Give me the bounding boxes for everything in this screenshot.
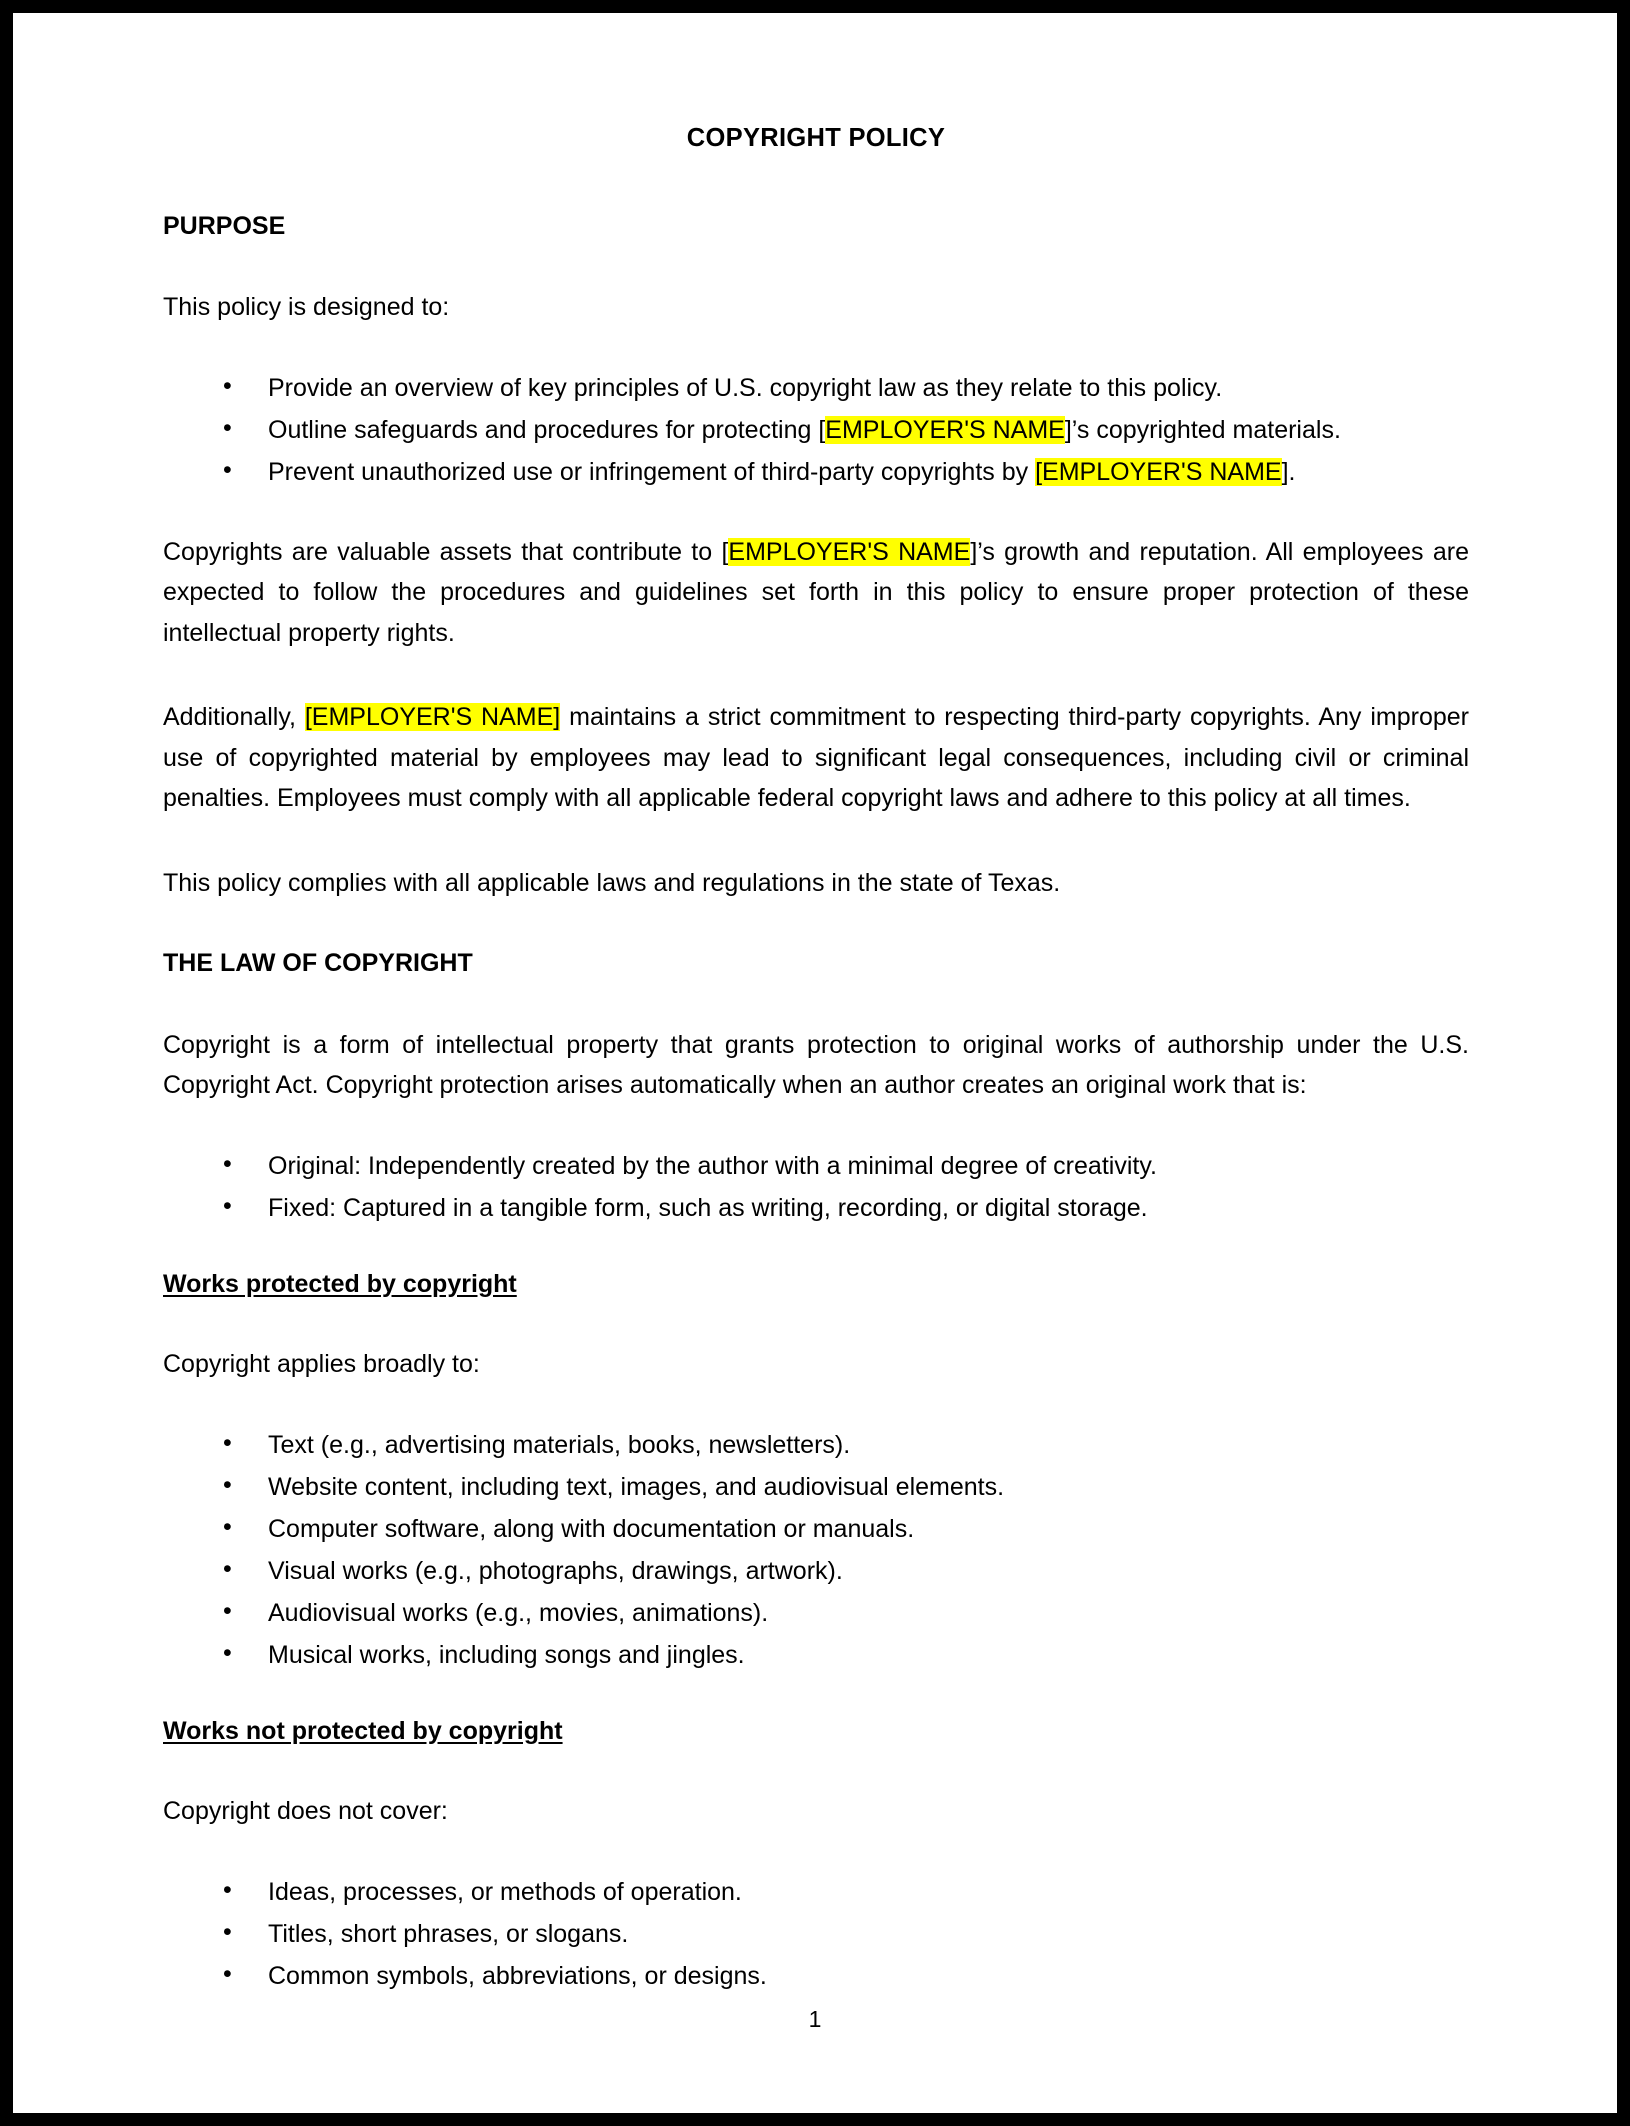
list-item: [163, 1639, 1469, 1671]
list-item: [163, 414, 1469, 446]
bullet-text-pre: Provide an overview of key principles of U.S. copyright law as they relate to this policy.: [268, 373, 1223, 402]
list-item: [163, 1513, 1469, 1545]
list-item: [163, 1918, 1469, 1950]
list-item: [163, 1150, 1469, 1182]
list-item: [163, 1471, 1469, 1503]
employer-name-placeholder: EMPLOYER'S NAME: [825, 415, 1065, 444]
list-item: [163, 1555, 1469, 1587]
bullet-text-post: ].: [1281, 457, 1296, 486]
purpose-bullet-list: [163, 372, 1469, 488]
purpose-paragraph-1: [163, 532, 1469, 654]
purpose-intro-text: This policy is designed to:: [163, 293, 450, 322]
bullet-text: Musical works, including songs and jingles.: [268, 1640, 745, 1669]
works-not-protected-bullet-list: [163, 1876, 1469, 1992]
paragraph-text-post: ]’s growth and reputation. All employees are expected to follow the procedures and guidelines set forth in this policy to ensure proper protection of these intellectual property rights.: [163, 537, 1469, 647]
bullet-text: Audiovisual works (e.g., movies, animations).: [268, 1598, 769, 1627]
list-item: [163, 1876, 1469, 1908]
list-item: [163, 1429, 1469, 1461]
bullet-text-pre: Prevent unauthorized use or infringement of third-party copyrights by: [268, 457, 1036, 486]
bullet-text: Titles, short phrases, or slogans.: [268, 1919, 629, 1948]
employer-name-placeholder: [EMPLOYER'S NAME]: [304, 703, 561, 732]
paragraph-text-post: maintains a strict commitment to respecting third-party copyrights. Any improper use of copyrighted material by employees may lead to significant legal consequences, including civil or criminal penalties. Employees must comply with all applicable federal copyright laws and adhere to this policy at all times.: [163, 703, 1469, 813]
section-heading-law-of-copyright: THE LAW OF COPYRIGHT: [163, 949, 473, 978]
purpose-paragraph-3: This policy complies with all applicable laws and regulations in the state of Texas.: [163, 868, 1061, 897]
bullet-text: Text (e.g., advertising materials, books, newsletters).: [268, 1430, 851, 1459]
page-title: COPYRIGHT POLICY: [686, 124, 946, 152]
bullet-text: Common symbols, abbreviations, or designs.: [268, 1961, 767, 1990]
works-protected-intro: Copyright applies broadly to:: [163, 1350, 480, 1379]
bullet-text: Computer software, along with documentation or manuals.: [268, 1514, 915, 1543]
law-of-copyright-bullet-list: [163, 1150, 1469, 1224]
sub-heading-works-not-protected: Works not protected by copyright: [163, 1716, 563, 1745]
bullet-text-pre: Outline safeguards and procedures for protecting [: [268, 415, 826, 444]
bullet-text: Website content, including text, images, and audiovisual elements.: [268, 1472, 1005, 1501]
section-heading-purpose: PURPOSE: [163, 211, 286, 240]
list-item: [163, 1192, 1469, 1224]
list-item: [163, 1960, 1469, 1992]
page-sheet: [13, 13, 1617, 2113]
list-item: [163, 456, 1469, 488]
bullet-text-post: ]’s copyrighted materials.: [1064, 415, 1341, 444]
bullet-text: Original: Independently created by the author with a minimal degree of creativity.: [268, 1151, 1157, 1180]
page-number: 1: [808, 2006, 822, 2032]
bullet-text: Visual works (e.g., photographs, drawings, artwork).: [268, 1556, 843, 1585]
employer-name-placeholder: [EMPLOYER'S NAME: [1035, 457, 1282, 486]
works-protected-bullet-list: [163, 1429, 1469, 1671]
list-item: [163, 1597, 1469, 1629]
bullet-text: Ideas, processes, or methods of operation.: [268, 1877, 742, 1906]
employer-name-placeholder: EMPLOYER'S NAME: [728, 537, 971, 566]
list-item: [163, 372, 1469, 404]
law-of-copyright-paragraph-1: Copyright is a form of intellectual property that grants protection to original works of authorship under the U.S. Copyright Act. Copyright protection arises automatically when an author creates an original work that is:: [163, 1030, 1469, 1100]
paragraph-text-pre: Additionally,: [163, 703, 305, 732]
works-not-protected-intro: Copyright does not cover:: [163, 1797, 448, 1826]
purpose-paragraph-2: [163, 697, 1469, 819]
paragraph-text-pre: Copyrights are valuable assets that contribute to [: [163, 537, 729, 566]
sub-heading-works-protected: Works protected by copyright: [163, 1269, 517, 1298]
bullet-text: Fixed: Captured in a tangible form, such as writing, recording, or digital storage.: [268, 1193, 1148, 1222]
